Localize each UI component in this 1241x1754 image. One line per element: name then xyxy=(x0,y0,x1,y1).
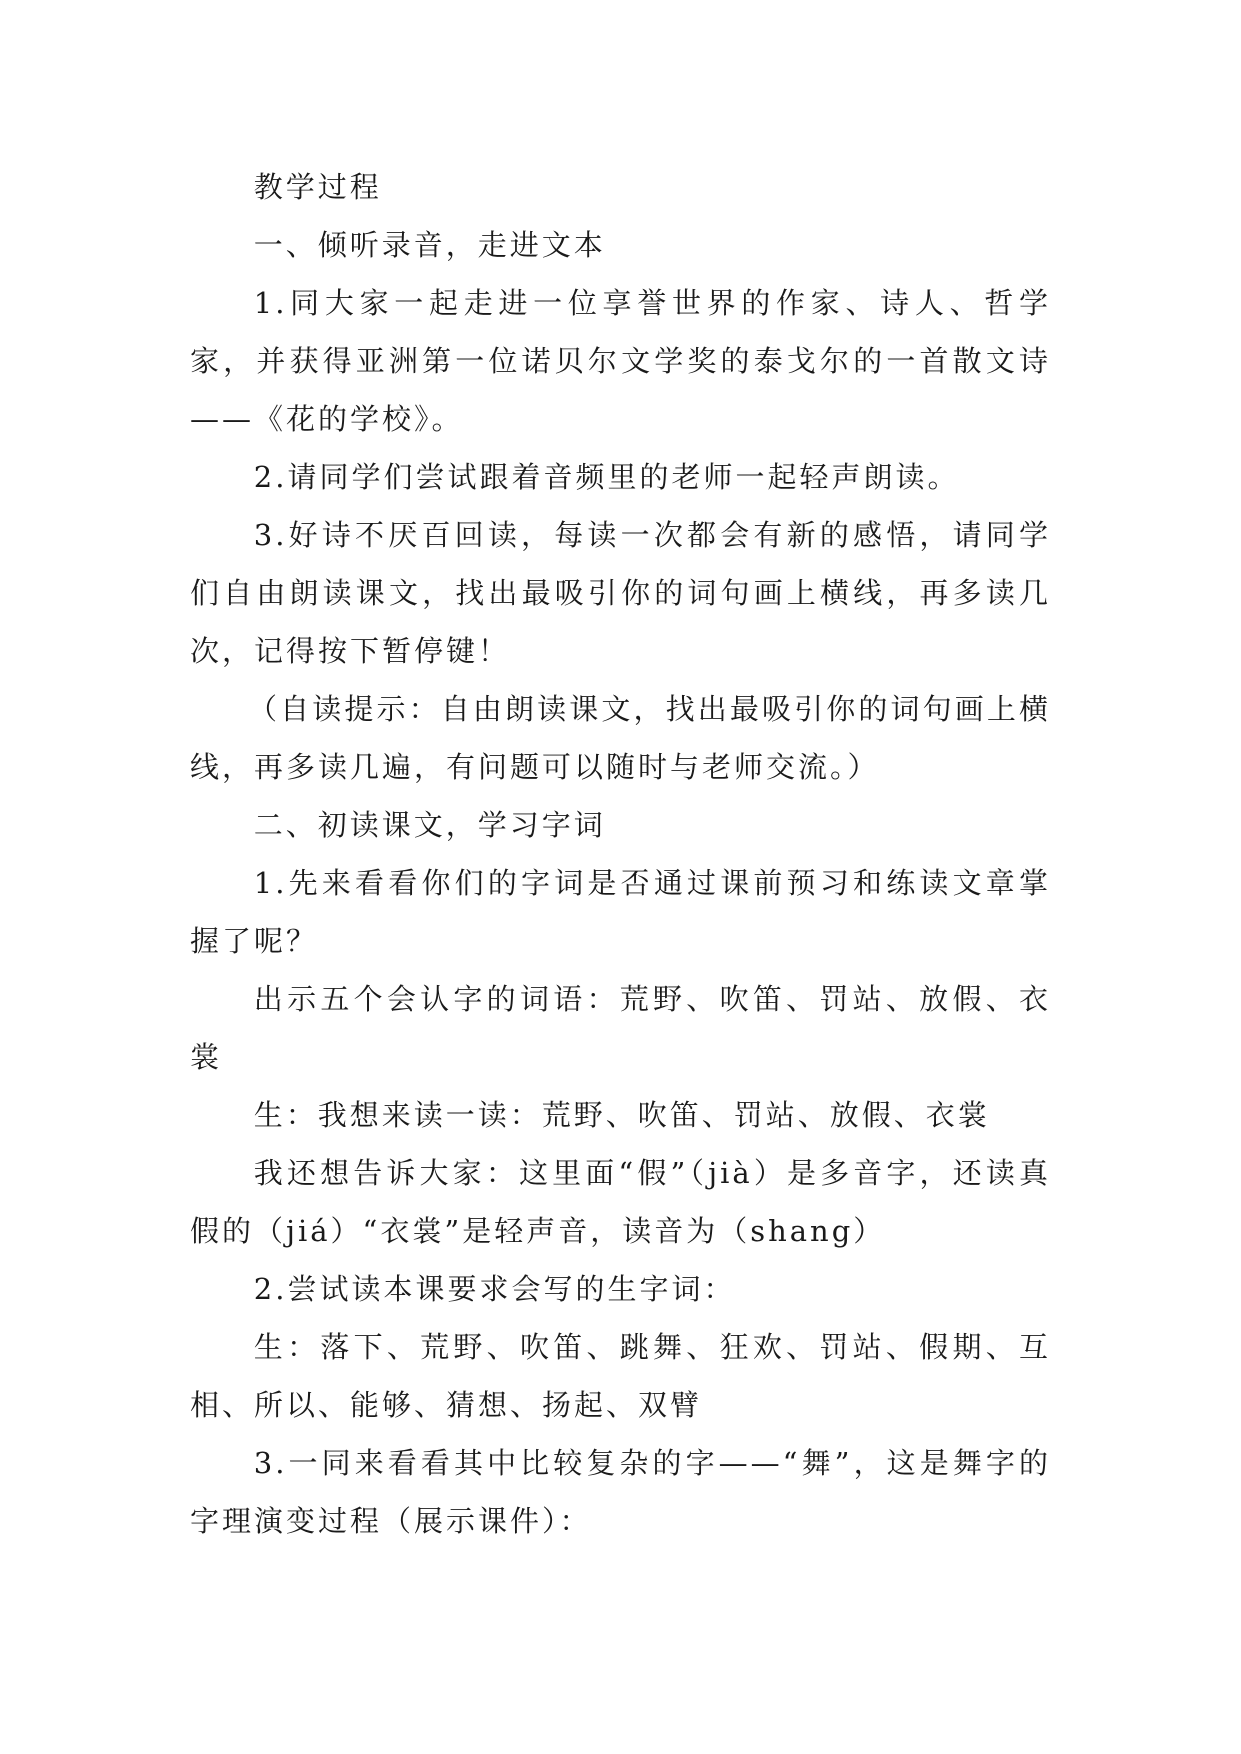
section-heading-first-reading: 二、初读课文，学习字词 xyxy=(253,808,606,842)
section-heading-teaching-process: 教学过程 xyxy=(253,170,382,204)
paragraph-item-3: 3.好诗不厌百回读，每读一次都会有新的感悟，请同学们自由朗读课文，找出最吸引你的词句画上横线，再多读几次，记得按下暂停键！ xyxy=(190,518,1051,668)
reading-tip: （自读提示：自由朗读课文，找出最吸引你的词句画上横线，再多读几遍，有问题可以随时与老师交流。） xyxy=(190,692,1051,784)
paragraph-student-read: 生：我想来读一读：荒野、吹笛、罚站、放假、衣裳 xyxy=(253,1098,990,1132)
paragraph-item-2: 2.请同学们尝试跟着音频里的老师一起轻声朗读。 xyxy=(253,460,960,494)
paragraph-student-words: 生：落下、荒野、吹笛、跳舞、狂欢、罚站、假期、互相、所以、能够、猜想、扬起、双臂 xyxy=(190,1330,1051,1422)
paragraph-words-3: 3.一同来看看其中比较复杂的字——“舞”，这是舞字的字理演变过程（展示课件）： xyxy=(190,1446,1051,1538)
section-heading-listen: 一、倾听录音，走进文本 xyxy=(253,228,606,262)
paragraph-words-1: 1.先来看看你们的字词是否通过课前预习和练读文章掌握了呢？ xyxy=(190,866,1051,958)
paragraph-show-words: 出示五个会认字的词语：荒野、吹笛、罚站、放假、衣裳 xyxy=(190,982,1051,1074)
paragraph-polyphone: 我还想告诉大家：这里面“假”（jià）是多音字，还读真假的（jiá）“衣裳”是轻声音，读音为（shang） xyxy=(190,1156,1051,1248)
paragraph-item-1: 1.同大家一起走进一位享誉世界的作家、诗人、哲学家，并获得亚洲第一位诺贝尔文学奖的泰戈尔的一首散文诗——《花的学校》。 xyxy=(190,286,1051,436)
paragraph-words-2: 2.尝试读本课要求会写的生字词： xyxy=(253,1272,736,1306)
document-body xyxy=(190,158,1051,1550)
